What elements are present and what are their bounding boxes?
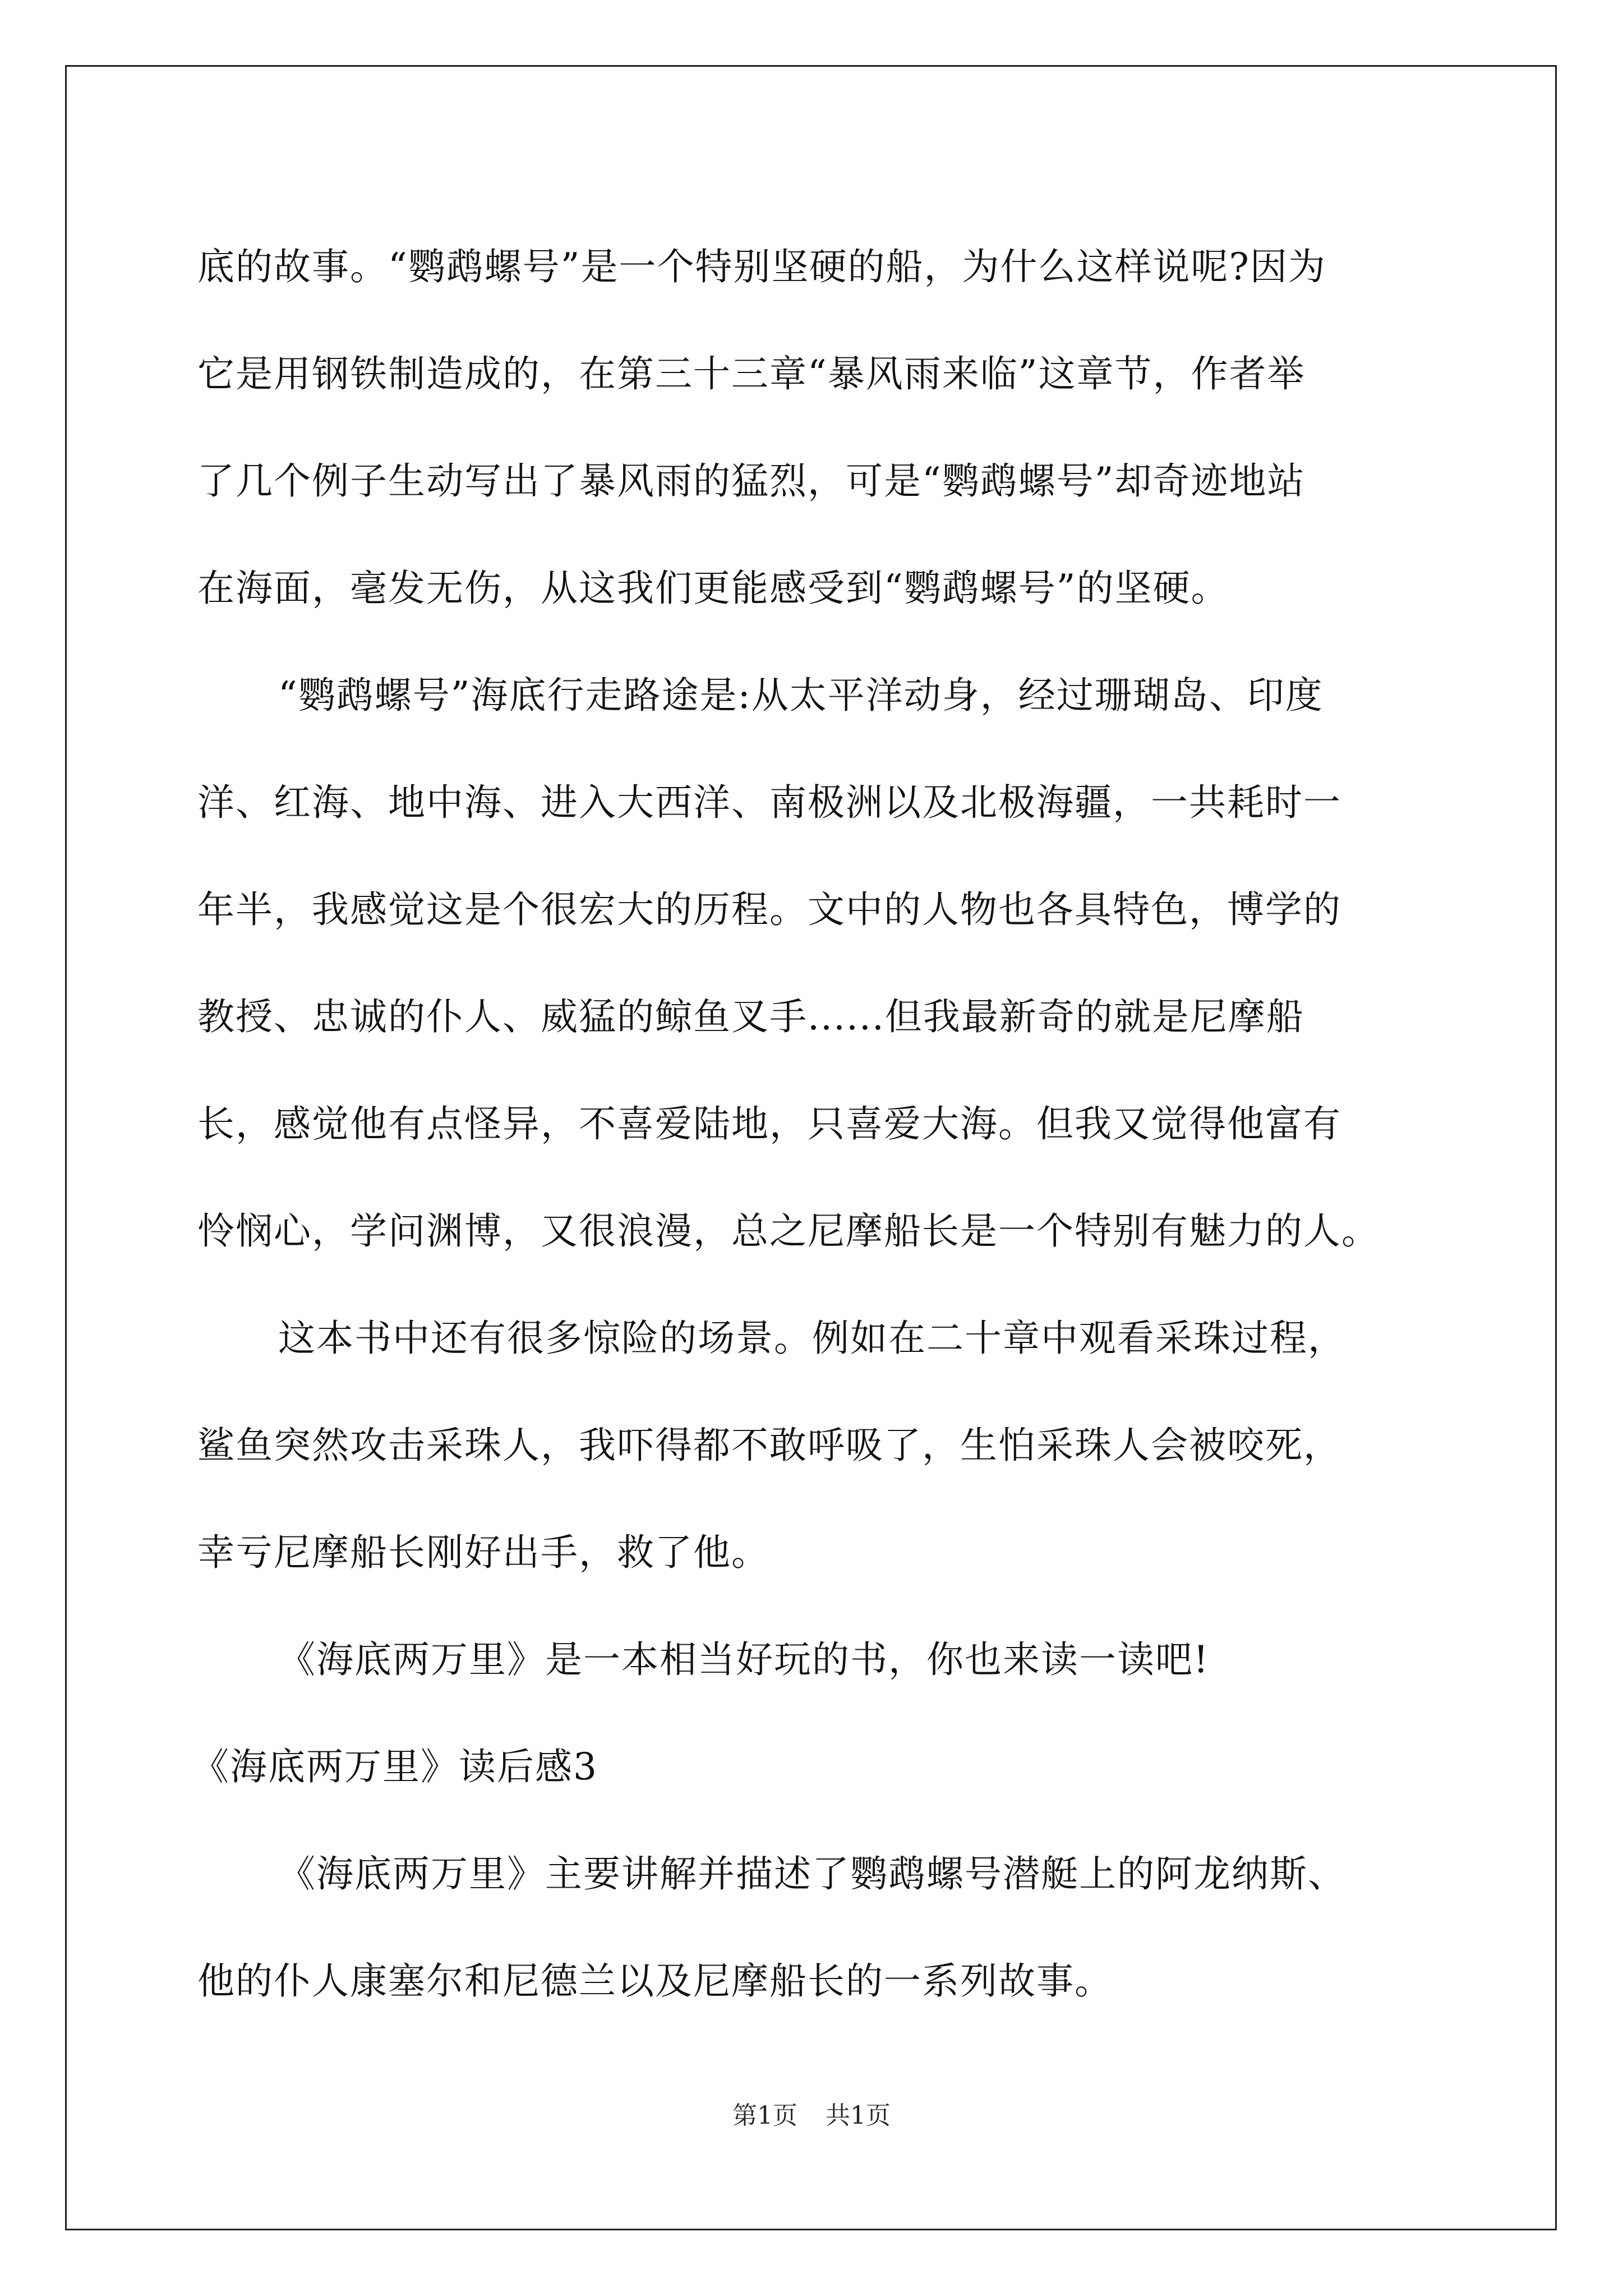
text-line: 怜悯心，学问渊博，又很浪漫，总之尼摩船长是一个特别有魅力的人。 [197,1209,1380,1253]
text-line: 它是用钢铁制造成的，在第三十三章“暴风雨来临”这章节，作者举 [197,352,1306,395]
text-line: 他的仆人康塞尔和尼德兰以及尼摩船长的一系列故事。 [197,1959,1113,2003]
text-line: 洋、红海、地中海、进入大西洋、南极洲以及北极海疆，一共耗时一 [197,781,1341,824]
page-number: 第1页 [732,2101,797,2130]
paragraph-start: 《海底两万里》是一本相当好玩的书，你也来读一读吧! [278,1638,1210,1681]
text-line: 长，感觉他有点怪异，不喜爱陆地，只喜爱大海。但我又觉得他富有 [197,1102,1341,1145]
text-line: 了几个例子生动写出了暴风雨的猛烈，可是“鹦鹉螺号”却奇迹地站 [197,459,1306,503]
document-body [192,213,1431,2035]
text-line: 在海面，毫发无伤，从这我们更能感受到“鹦鹉螺号”的坚硬。 [197,567,1229,610]
text-line: 幸亏尼摩船长刚好出手，救了他。 [197,1531,769,1574]
section-heading: 《海底两万里》读后感3 [192,1745,598,1788]
paragraph-start: “鹦鹉螺号”海底行走路途是:从太平洋动身，经过珊瑚岛、印度 [278,674,1324,717]
text-line: 鲨鱼突然攻击采珠人，我吓得都不敢呼吸了，生怕采珠人会被咬死， [197,1424,1341,1467]
text-line: 教授、忠诚的仆人、威猛的鲸鱼叉手......但我最新奇的就是尼摩船 [197,995,1304,1038]
paragraph-start: 《海底两万里》主要讲解并描述了鹦鹉螺号潜艇上的阿龙纳斯、 [278,1852,1346,1895]
page-footer [0,2095,1623,2131]
paragraph-start: 这本书中还有很多惊险的场景。例如在二十章中观看采珠过程， [278,1317,1346,1360]
text-line: 年半，我感觉这是个很宏大的历程。文中的人物也各具特色，博学的 [197,888,1341,931]
page-total: 共1页 [826,2101,891,2130]
text-line: 底的故事。“鹦鹉螺号”是一个特别坚硬的船，为什么这样说呢?因为 [197,245,1326,288]
